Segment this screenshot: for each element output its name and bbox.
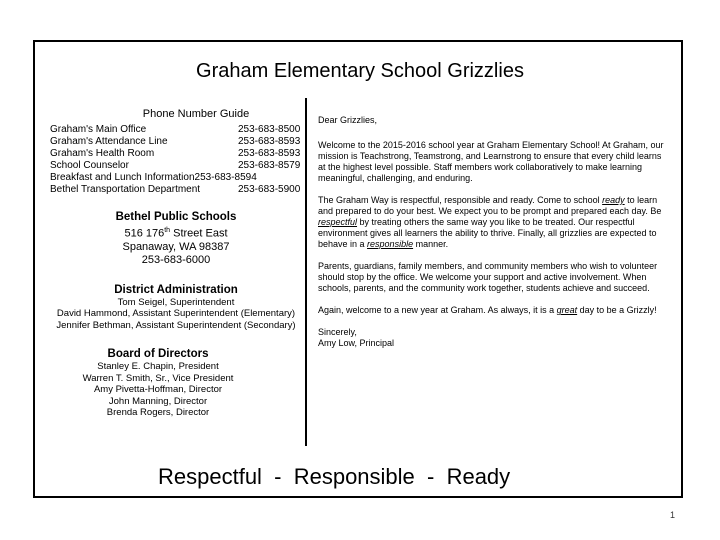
letter-signature: Amy Low, Principal [318,338,395,348]
phone-label: Bethel Transportation Department [50,184,201,195]
letter-greeting: Dear Grizzlies, [318,115,378,125]
district-name: Bethel Public Schools [115,211,237,223]
page-number: 1 [670,510,676,520]
footer-motto: Respectful - Responsible - Ready [158,464,511,489]
admin-member: David Hammond, Assistant Superintendent (Elementary) [56,308,296,320]
admin-member: Jennifer Bethman, Assistant Superintendent (Secondary) [56,319,296,331]
board-member: Stanley E. Chapin, President [97,361,219,373]
left-column [50,108,302,419]
street-number: 516 176 [124,227,165,240]
text-segment: manner. [413,239,449,249]
district-city: Spanaway, WA 98387 [122,240,230,253]
board-member: Warren T. Smith, Sr., Vice President [82,372,234,384]
letter-paragraph-2 [318,195,668,250]
phone-guide-list [50,124,302,196]
text-segment: by treating others the same way you like to be treated. Our respectful environment gives all learners the ability to thrive. Finally, all grizzlies are expected to behave in a [318,217,657,249]
district-street [50,224,302,241]
letter-paragraph-1: Welcome to the 2015-2016 school year at Graham Elementary School! At Graham, our mission is Teachstrong, Teamstrong, and Learnstrong to ensure that every child learns at the highest level possible. Staff members work collaboratively to make learning meaningful, challenging, and enduring. [318,140,664,183]
district-administration [50,283,302,332]
emphasis-responsible: responsible [367,239,414,249]
phone-label: Graham's Main Office [50,124,147,135]
welcome-letter [318,115,668,360]
phone-number: 253-683-8593 [238,136,301,147]
street-name: Street East [170,227,228,240]
admin-member: Tom Seigel, Superintendent [117,296,235,308]
phone-row [50,184,302,196]
emphasis-great: great [556,305,578,315]
board-of-directors [14,347,302,419]
phone-label: Graham's Attendance Line [50,136,168,147]
phone-number: 253-683-8593 [238,148,301,159]
text-segment: day to be a Grizzly! [577,305,657,315]
phone-row [50,124,302,136]
street-suffix: th [164,227,171,234]
phone-number: 253-683-5900 [238,184,301,195]
phone-number: 253-683-8579 [238,160,301,171]
phone-label: Graham's Health Room [50,148,155,159]
emphasis-respectful: respectful [318,217,358,227]
letter-paragraph-3: Parents, guardians, family members, and community members who wish to volunteer should stop by the office. We welcome your support and active involvement. When schools, parents, and the community work together, students achieve and succeed. [318,261,658,293]
phone-row [50,148,302,160]
column-divider [305,98,307,446]
text-segment: The Graham Way is respectful, responsible and ready. Come to school [318,195,603,205]
phone-label: School Counselor [50,160,129,171]
phone-number: 253-683-8594 [194,172,257,183]
district-info [50,210,302,267]
phone-number: 253-683-8500 [238,124,301,135]
district-phone: 253-683-6000 [141,253,211,266]
text-segment: to learn and prepared to do your best. We expect you to be prompt and prepared each day. Be [318,195,662,216]
phone-label: Breakfast and Lunch Information [50,172,195,183]
letter-paragraph-4 [318,305,668,316]
board-heading: Board of Directors [107,348,209,361]
phone-row [50,172,302,184]
administration-heading: District Administration [114,283,238,296]
board-member: John Manning, Director [108,395,208,407]
phone-guide-heading: Phone Number Guide [142,108,250,120]
letter-closing: Sincerely, [318,327,357,337]
text-segment: Again, welcome to a new year at Graham. As always, it is a [318,305,557,315]
phone-row [50,136,302,148]
board-member: Amy Pivetta-Hoffman, Director [93,384,223,396]
page-title: Graham Elementary School Grizzlies [196,60,524,82]
emphasis-ready: ready [602,195,625,205]
phone-row [50,160,302,172]
board-member: Brenda Rogers, Director [106,407,210,419]
